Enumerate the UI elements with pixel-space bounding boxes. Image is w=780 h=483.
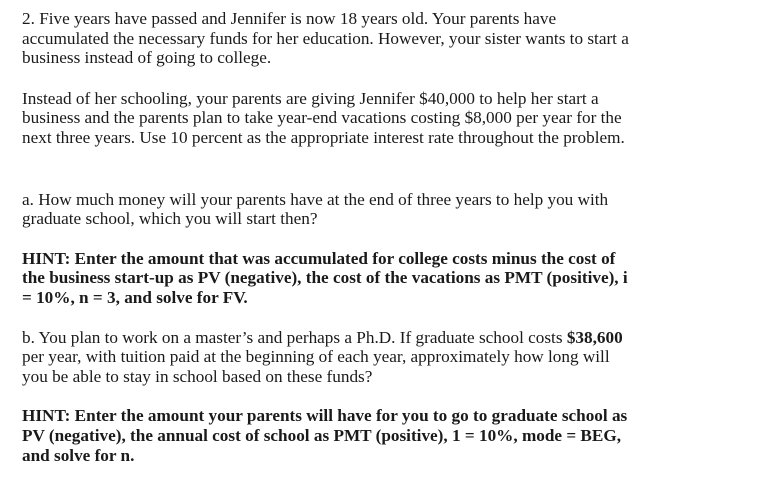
text-line: per year, with tuition paid at the beginning of each year, approximately how long will <box>22 347 610 367</box>
text-line: the business start-up as PV (negative), the cost of the vacations as PMT (positive), i <box>22 268 628 288</box>
tuition-amount: $38,600 <box>566 327 623 347</box>
part-a-question <box>22 190 767 229</box>
text-line: HINT: Enter the amount your parents will have for you to go to graduate school as <box>22 406 628 426</box>
part-b-hint <box>22 406 767 465</box>
text-line: accumulated the necessary funds for her education. However, your sister wants to start a <box>22 28 629 48</box>
text-line <box>22 328 767 348</box>
text-line: and solve for n. <box>22 445 135 465</box>
text-line: = 10%, n = 3, and solve for FV. <box>22 287 248 307</box>
part-b-question <box>22 328 767 387</box>
text-line: next three years. Use 10 percent as the appropriate interest rate throughout the problem. <box>22 127 625 147</box>
text-segment: b. You plan to work on a master’s and perhaps a Ph.D. If graduate school costs <box>22 327 567 347</box>
text-line: HINT: Enter the amount that was accumulated for college costs minus the cost of <box>22 248 616 268</box>
text-line: a. How much money will your parents have at the end of three years to help you with <box>22 189 609 209</box>
part-a-hint <box>22 249 767 308</box>
text-line: graduate school, which you will start then? <box>22 209 318 229</box>
scenario-paragraph <box>22 89 767 148</box>
text-line: you be able to stay in school based on these funds? <box>22 366 373 386</box>
text-line: Instead of her schooling, your parents are giving Jennifer $40,000 to help her start a <box>22 88 599 108</box>
text-line: PV (negative), the annual cost of school as PMT (positive), 1 = 10%, mode = BEG, <box>22 425 622 445</box>
text-line: business and the parents plan to take year-end vacations costing $8,000 per year for the <box>22 108 622 128</box>
text-line: 2. Five years have passed and Jennifer is now 18 years old. Your parents have <box>22 9 557 28</box>
text-line: business instead of going to college. <box>22 48 272 68</box>
intro-paragraph <box>22 9 767 68</box>
problem-document <box>22 9 767 465</box>
